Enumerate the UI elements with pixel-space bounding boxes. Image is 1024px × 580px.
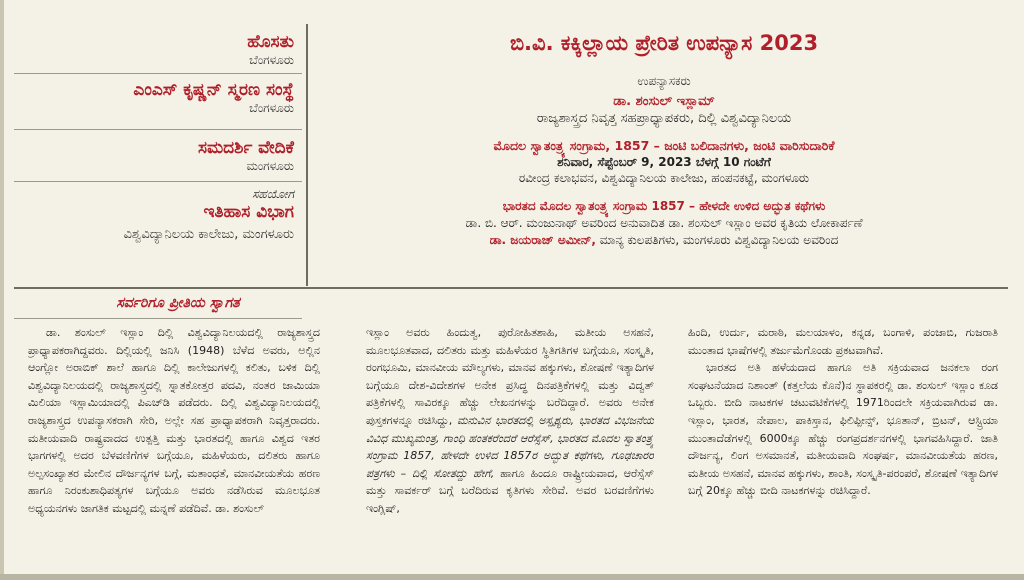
book-list-italic: ಮನುವಿನ ಭಾರತದಲ್ಲಿ ಅಸ್ಪೃಶ್ಯರು, ಭಾರತದ ವಿಭಜನೆಯ ವಿವಿಧ ಮುಖ್ಯಮಂತ್ರ, ಗಾಂಧಿ ಹಂತಕರೆಂದರೆ ಆರೆಸ್ಸೆಸ್, ಭಾರತದ ಮೊದಲ ಸ್ವಾತಂತ್ರ್ಯ ಸಂಗ್ರಾಮ 1857, ಹೇಳದೇ ಉಳಿದ 1857ರ ಅದ್ಭುತ ಕಥೆಗಳು, ಗೂಢಚಾರರ ಪತ್ರಗಳು – ದಿಲ್ಲಿ ಸೋತದ್ದು ಹೇಗೆ, [366,413,654,480]
event-venue: ರವೀಂದ್ರ ಕಲಾಭವನ, ವಿಶ್ವವಿದ್ಯಾನಿಲಯ ಕಾಲೇಜು, ಹಂಪನಕಟ್ಟೆ, ಮಂಗಳೂರು [518,171,810,185]
organizer-city: ಬೆಂಗಳೂರು [249,101,294,115]
organizer-name: ಹೊಸತು [247,32,294,52]
bio-text: ಇಸ್ಲಾಂ ಅವರು ಹಿಂದುತ್ವ, ಪುರೋಹಿತಶಾಹಿ, ಮತೀಯ ಅಸಹನೆ, ಮೂಲಭೂತವಾದ, ದಲಿತರು ಮತ್ತು ಮಹಿಳೆಯರ ಸ್ಥಿತಿಗತಿಗಳ ಬಗ್ಗೆಯೂ, ಸಂಸ್ಕೃತಿ, ರಂಗಭೂಮಿ, ಮಾನವೀಯ ಮೌಲ್ಯಗಳು, ಮಾನವ ಹಕ್ಕುಗಳು, ಶೋಷಣೆ ಇತ್ಯಾದಿಗಳ ಬಗ್ಗೆಯೂ ದೇಶ-ವಿದೇಶಗಳ ಅನೇಕ ಪ್ರಸಿದ್ಧ ದಿನಪತ್ರಿಕೆಗಳಲ್ಲಿ ಮತ್ತು ವಿದ್ವತ್ ಪತ್ರಿಕೆಗಳಲ್ಲಿ ಸಾವಿರಕ್ಕೂ ಹೆಚ್ಚು ಲೇಖನಗಳನ್ನು ಬರೆದಿದ್ದಾರೆ. ಅವರು ಅನೇಕ ಪುಸ್ತಕಗಳನ್ನೂ ರಚಿಸಿದ್ದು, [366,326,654,427]
event-panel [314,24,1014,286]
organizer-city: ಬೆಂಗಳೂರು [249,53,294,67]
organizer-city: ಮಂಗಳೂರು [246,159,294,173]
organizers-panel [14,24,302,284]
left-border-strip [0,0,4,580]
speaker-description: ರಾಜ್ಯಶಾಸ್ತ್ರದ ನಿವೃತ್ತ ಸಹಪ್ರಾಧ್ಯಾಪಕರು, ದಿಲ್ಲಿ ವಿಶ್ವವಿದ್ಯಾನಿಲಯ [536,111,792,126]
book-title: ಭಾರತದ ಮೊದಲ ಸ್ವಾತಂತ್ರ್ಯ ಸಂಗ್ರಾಮ 1857 – ಹೇಳದೇ ಉಳಿದ ಅದ್ಭುತ ಕಥೆಗಳು [502,199,826,213]
organizer-name: ಸಮದರ್ಶಿ ವೇದಿಕೆ [197,138,294,158]
collaborator [14,182,302,256]
bio-text: ಹಿಂದಿ, ಉರ್ದು, ಮರಾಠಿ, ಮಲಯಾಳಂ, ಕನ್ನಡ, ಬಂಗಾಳಿ, ಪಂಜಾಬಿ, ಗುಜರಾತಿ ಮುಂತಾದ ಭಾಷೆಗಳಲ್ಲಿ ತರ್ಜುಮೆಗೊಂಡು ಪ್ರಕಟವಾಗಿವೆ. [688,326,998,357]
bio-text-paragraph: ಭಾರತದ ಅತಿ ಹಳೆಯದಾದ ಹಾಗೂ ಅತಿ ಸಕ್ರಿಯವಾದ ಜನಕಲಾ ರಂಗ ಸಂಘಟನೆಯಾದ ನಿಶಾಂತ್ (ಕತ್ತಲೆಯ ಕೊನೆ)ನ ಸ್ಥಾಪಕರಲ್ಲಿ ಡಾ. ಶಂಸುಲ್ ಇಸ್ಲಾಂ ಕೂಡ ಒಬ್ಬರು. ಬೀದಿ ನಾಟಕಗಳ ಚಟುವಟಿಕೆಗಳಲ್ಲಿ 1971ರಿಂದಲೇ ಸಕ್ರಿಯವಾಗಿರುವ ಡಾ. ಇಸ್ಲಾಂ, ಭಾರತ, ನೇಪಾಲ, ಪಾಕಿಸ್ತಾನ, ಫಿಲಿಪ್ಪೀನ್ಸ್, ಭೂತಾನ್, ಬ್ರಿಟನ್, ಆಸ್ಟ್ರಿಯಾ ಮುಂತಾದೆಡೆಗಳಲ್ಲಿ 6000ಕ್ಕೂ ಹೆಚ್ಚು ರಂಗಪ್ರದರ್ಶನಗಳಲ್ಲಿ ಭಾಗವಹಿಸಿದ್ದಾರೆ. ಜಾತಿ ದೌರ್ಜನ್ಯ, ಲಿಂಗ ಅಸಮಾನತೆ, ಮತೀಯವಾದಿ ಸಂಘರ್ಷ, ಮಾನವೀಯತೆಯ ಹರಣ, ಮತೀಯ ಅಸಹನೆ, ಮಾನವ ಹಕ್ಕುಗಳು, ಶಾಂತಿ, ಸಂಸ್ಕೃತಿ-ಪರಂಪರೆ, ಶೋಷಣೆ ಇತ್ಯಾದಿಗಳ ಬಗ್ಗೆ 20ಕ್ಕೂ ಹೆಚ್ಚು ಬೀದಿ ನಾಟಕಗಳನ್ನು ರಚಿಸಿದ್ದಾರೆ. [688,361,998,498]
welcome-underline [14,318,302,319]
releaser-title: ಮಾನ್ಯ ಕುಲಪತಿಗಳು, ಮಂಗಳೂರು ವಿಶ್ವವಿದ್ಯಾನಿಲಯ ಅವರಿಂದ [595,233,839,247]
book-release-by [314,232,1014,249]
bottom-border-strip [0,574,1024,580]
bio-column-3 [688,324,998,572]
bio-column-1: ಡಾ. ಶಂಸುಲ್ ಇಸ್ಲಾಂ ದಿಲ್ಲಿ ವಿಶ್ವವಿದ್ಯಾನಿಲಯದಲ್ಲಿ ರಾಜ್ಯಶಾಸ್ತ್ರದ ಪ್ರಾಧ್ಯಾಪಕರಾಗಿದ್ದವರು. ದಿಲ್ಲಿಯಲ್ಲಿ ಜನಿಸಿ (1948) ಬೆಳೆದ ಅವರು, ಅಲ್ಲಿನ ಆಂಗ್ಲೋ ಅರಾಬಿಕ್ ಶಾಲೆ ಹಾಗೂ ದಿಲ್ಲಿ ಕಾಲೇಜುಗಳಲ್ಲಿ ಕಲಿತು, ಬಳಿಕ ದಿಲ್ಲಿ ವಿಶ್ವವಿದ್ಯಾನಿಲಯದಲ್ಲಿ ರಾಜ್ಯಶಾಸ್ತ್ರದಲ್ಲಿ ಸ್ನಾತಕೋತ್ತರ ಪದವಿ, ನಂತರ ಜಾಮಿಯಾ ಮಿಲಿಯಾ ಇಸ್ಲಾಮಿಯಾದಲ್ಲಿ ಪಿಎಚ್‌ಡಿ ಪಡೆದರು. ದಿಲ್ಲಿ ವಿಶ್ವವಿದ್ಯಾನಿಲಯದಲ್ಲಿ ರಾಜ್ಯಶಾಸ್ತ್ರದ ಉಪನ್ಯಾಸಕರಾಗಿ ಸೇರಿ, ಅಲ್ಲೇ ಸಹ ಪ್ರಾಧ್ಯಾಪಕರಾಗಿ ನಿವೃತ್ತರಾದರು. ಮತೀಯವಾದಿ ರಾಷ್ಟ್ರವಾದದ ಉತ್ಪತ್ತಿ ಮತ್ತು ಭಾರತದಲ್ಲಿ ಹಾಗೂ ವಿಶ್ವದ ಇತರ ಭಾಗಗಳಲ್ಲಿ ಅದರ ಬೆಳವಣಿಗೆಗಳ ಬಗ್ಗೆಯೂ, ಮಹಿಳೆಯರು, ದಲಿತರು ಹಾಗೂ ಅಲ್ಪಸಂಖ್ಯಾತರ ಮೇಲಿನ ದೌರ್ಜನ್ಯಗಳ ಬಗ್ಗೆ, ಮತಾಂಧತೆ, ಮಾನವೀಯತೆಯ ಹರಣ ಹಾಗೂ ನಿರಂಕುಶಾಧಿಪತ್ಯಗಳ ಬಗ್ಗೆಯೂ ಅವರು ನಡೆಸಿರುವ ಮೂಲಭೂತ ಅಧ್ಯಯನಗಳು ಜಾಗತಿಕ ಮಟ್ಟದಲ್ಲಿ ಮನ್ನಣೆ ಪಡೆದಿವೆ. ಡಾ. ಶಂಸುಲ್ [28,326,320,515]
collaboration-label: ಸಹಯೋಗ [252,187,294,201]
speaker-name: ಡಾ. ಶಂಸುಲ್ ಇಸ್ಲಾಮ್ [613,94,715,109]
book-release-line: ಡಾ. ಬಿ. ಆರ್. ಮಂಜುನಾಥ್ ಅವರಿಂದ ಅನುವಾದಿತ ಡಾ. ಶಂಸುಲ್ ಇಸ್ಲಾಂ ಅವರ ಕೃತಿಯ ಲೋಕಾರ್ಪಣೆ [465,216,863,230]
organizer-3 [14,130,302,182]
bio-text: ಹಾಗೂ ಹಿಂದೂ ರಾಷ್ಟ್ರೀಯವಾದ, ಆರೆಸ್ಸೆಸ್ ಮತ್ತು ಸಾವರ್ಕರ್ ಬಗ್ಗೆ ಬರೆದಿರುವ ಕೃತಿಗಳು ಸೇರಿವೆ. ಅವರ ಬರವಣಿಗೆಗಳು ಇಂಗ್ಲಿಷ್, [366,466,654,515]
horizontal-divider [14,287,1008,289]
collaborator-name: ಇತಿಹಾಸ ವಿಭಾಗ [203,202,294,222]
event-datetime: ಶನಿವಾರ, ಸೆಪ್ಟೆಂಬರ್ 9, 2023 ಬೆಳಗ್ಗೆ 10 ಗಂಟೆಗೆ [557,155,771,169]
releaser-name: ಡಾ. ಜಯರಾಜ್ ಅಮೀನ್, [489,233,596,247]
speaker-label: ಉಪನ್ಯಾಸಕರು [637,74,691,88]
organizer-name: ಎಂಎಸ್ ಕೃಷ್ಣನ್ ಸ್ಮರಣ ಸಂಸ್ಥೆ [133,80,294,100]
welcome-message: ಸರ್ವರಿಗೂ ಪ್ರೀತಿಯ ಸ್ವಾಗತ [116,295,240,311]
event-title: ಬಿ.ವಿ. ಕಕ್ಕಿಲ್ಲಾಯ ಪ್ರೇರಿತ ಉಪನ್ಯಾಸ 2023 [509,31,819,55]
organizer-2 [14,74,302,130]
vertical-divider [306,24,308,286]
collaborator-institution: ವಿಶ್ವವಿದ್ಯಾನಿಲಯ ಕಾಲೇಜು, ಮಂಗಳೂರು [123,227,294,242]
organizer-1 [14,24,302,74]
lecture-topic: ಮೊದಲ ಸ್ವಾತಂತ್ರ್ಯ ಸಂಗ್ರಾಮ, 1857 – ಜಂಟಿ ಬಲಿದಾನಗಳು, ಜಂಟಿ ವಾರಿಸುದಾರಿಕೆ [493,138,835,153]
bio-column-2 [366,324,654,572]
